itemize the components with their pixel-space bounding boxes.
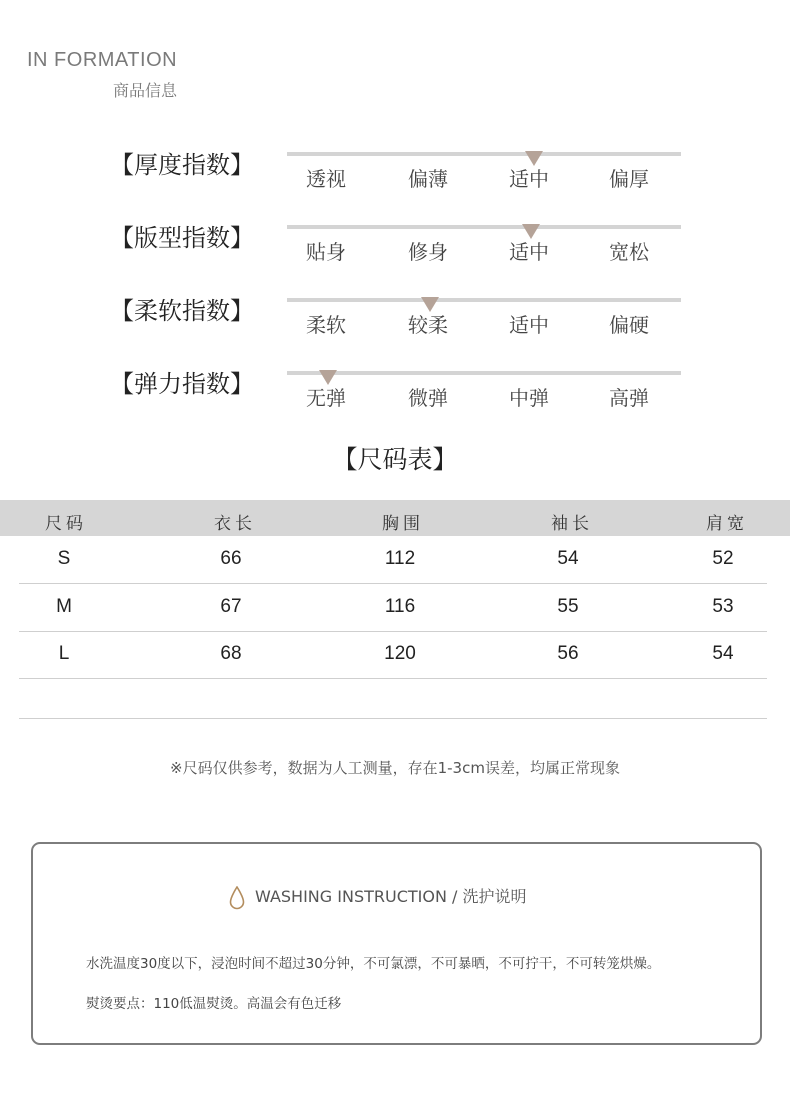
- table-cell: 66: [220, 548, 242, 569]
- table-header-cell: 衣长: [214, 514, 256, 534]
- size-table-header: [0, 500, 790, 536]
- index-bar: [287, 152, 681, 156]
- washing-heading: WASHING INSTRUCTION / 洗护说明: [255, 887, 527, 906]
- table-header-cell: 尺码: [45, 514, 87, 534]
- table-cell: 52: [712, 548, 734, 569]
- index-option: 无弹: [306, 386, 346, 410]
- index-title: 【柔软指数】: [110, 297, 254, 325]
- header-title-en: IN FORMATION: [27, 49, 178, 71]
- table-row: [19, 584, 767, 632]
- index-option: 透视: [306, 167, 346, 191]
- index-option: 适中: [509, 167, 549, 191]
- index-title: 【版型指数】: [110, 224, 254, 252]
- water-drop-icon: [229, 886, 245, 910]
- table-cell: 112: [384, 548, 416, 569]
- index-option: 宽松: [609, 240, 649, 264]
- header-title-cn: 商品信息: [113, 81, 178, 100]
- index-option: 微弹: [408, 386, 448, 410]
- index-title: 【厚度指数】: [110, 151, 254, 179]
- index-option: 修身: [408, 240, 448, 264]
- table-row: [19, 671, 767, 719]
- washing-instruction-line: 水洗温度30度以下，浸泡时间不超过30分钟，不可氯漂，不可暴晒，不可拧干，不可转笼烘燥。: [86, 956, 661, 972]
- index-option: 柔软: [306, 313, 346, 337]
- index-option: 中弹: [509, 386, 549, 410]
- index-bar: [287, 225, 681, 229]
- table-cell: 67: [220, 596, 242, 617]
- table-cell: S: [57, 548, 71, 569]
- index-option: 适中: [509, 313, 549, 337]
- index-row-fit: [0, 218, 790, 278]
- index-option: 较柔: [408, 313, 448, 337]
- table-cell: 116: [384, 596, 416, 617]
- table-cell: 68: [220, 643, 242, 664]
- table-cell: M: [56, 596, 72, 617]
- table-cell: 120: [384, 643, 416, 664]
- washing-box: [31, 842, 762, 1045]
- washing-heading-row: [229, 884, 527, 910]
- index-bar: [287, 371, 681, 375]
- index-title: 【弹力指数】: [110, 370, 254, 398]
- table-row: [19, 536, 767, 584]
- index-row-softness: [0, 291, 790, 351]
- table-header-cell: 肩宽: [706, 514, 748, 534]
- index-row-elasticity: [0, 364, 790, 424]
- size-table-title: 【尺码表】: [332, 445, 458, 474]
- table-header-cell: 袖长: [551, 514, 593, 534]
- table-cell: 54: [712, 643, 734, 664]
- index-option: 偏厚: [609, 167, 649, 191]
- index-row-thickness: [0, 145, 790, 205]
- table-cell: 55: [557, 596, 579, 617]
- table-cell: 54: [557, 548, 579, 569]
- table-cell: L: [58, 643, 70, 664]
- ironing-instruction-line: 熨烫要点：110低温熨烫。高温会有色迁移: [86, 996, 342, 1012]
- table-cell: 56: [557, 643, 579, 664]
- index-option: 贴身: [306, 240, 346, 264]
- size-note: ※尺码仅供参考，数据为人工测量，存在1-3cm误差，均属正常现象: [170, 759, 620, 777]
- index-option: 偏硬: [609, 313, 649, 337]
- index-option: 高弹: [609, 386, 649, 410]
- index-option: 适中: [509, 240, 549, 264]
- table-cell: 53: [712, 596, 734, 617]
- index-bar: [287, 298, 681, 302]
- index-option: 偏薄: [408, 167, 448, 191]
- table-header-cell: 胸围: [382, 514, 424, 534]
